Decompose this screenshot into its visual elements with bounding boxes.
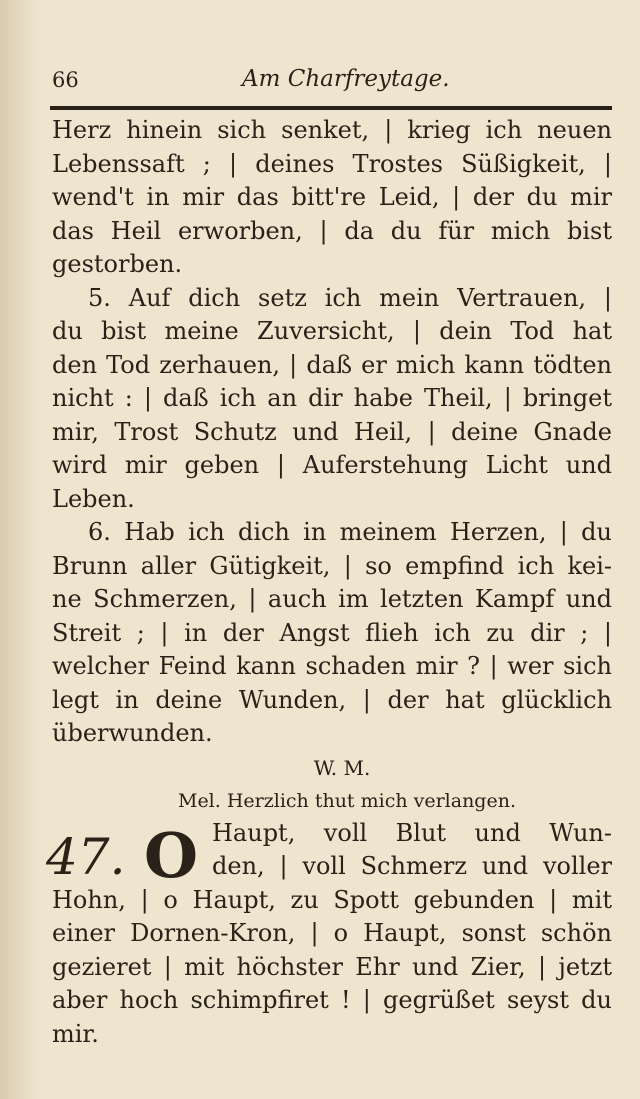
hymn-first-lines xyxy=(212,817,612,884)
text-line: Haupt, voll Blut und Wun- xyxy=(212,818,612,847)
hymn-lines xyxy=(52,884,612,1052)
text-line: Lebenssaft ; | deines Trostes Süßigkeit, | xyxy=(52,149,612,178)
drop-cap-initial: O xyxy=(144,818,199,892)
stanza-6 xyxy=(52,516,612,751)
stanza-5 xyxy=(52,282,612,517)
text-line: welcher Feind kann schaden mir ? | wer sich xyxy=(52,652,612,680)
text-line: gestorben. xyxy=(52,250,183,278)
page-number: 66 xyxy=(52,68,79,92)
text-line: ne Schmerzen, | auch im letzten Kampf und xyxy=(52,585,612,613)
text-line: Hohn, | o Haupt, zu Spott gebunden | mit xyxy=(52,885,612,914)
text-line: nicht : | daß ich an dir habe Theil, | bringet xyxy=(52,384,612,412)
text-line: 6. Hab ich dich in meinem Herzen, | du xyxy=(88,518,612,546)
text-line: den Tod zerhauen, | daß er mich kann tödten xyxy=(52,350,612,379)
text-line: einer Dornen-Kron, | o Haupt, sonst schön xyxy=(52,919,612,947)
text-line: mir. xyxy=(52,1019,99,1048)
page-gutter-shadow xyxy=(0,0,38,1099)
text-line: gezieret | mit höchster Ehr und Zier, | jetzt xyxy=(52,952,612,981)
stanza-continued xyxy=(52,114,612,282)
text-line: Herz hinein sich senket, | krieg ich neuen xyxy=(52,116,612,144)
hymn-number: 47. xyxy=(46,827,126,886)
text-line: wird mir geben | Auferstehung Licht und xyxy=(52,451,612,479)
text-line: du bist meine Zuversicht, | dein Tod hat xyxy=(52,317,612,345)
text-line: aber hoch schimpfiret ! | gegrüßet seyst du xyxy=(52,986,612,1014)
text-line: legt in deine Wunden, | der hat glücklich xyxy=(52,685,612,714)
text-line: 5. Auf dich setz ich mein Vertrauen, | xyxy=(88,283,612,312)
text-line: wend't in mir das bitt're Leid, | der du mir xyxy=(52,183,612,211)
page-body xyxy=(46,114,612,1048)
header-rule xyxy=(50,106,612,110)
hymn-47 xyxy=(46,817,612,1048)
text-line: Brunn aller Gütigkeit, | so empfind ich kei- xyxy=(52,551,612,580)
melody-indication: Mel. Herzlich thut mich verlangen. xyxy=(177,789,516,812)
text-line: überwunden. xyxy=(52,719,213,747)
page-header xyxy=(52,66,612,102)
text-line: das Heil erworben, | da du für mich bist xyxy=(52,216,612,245)
text-line: mir, Trost Schutz und Heil, | deine Gnade xyxy=(52,417,612,446)
text-line: Streit ; | in der Angst flieh ich zu dir ; | xyxy=(52,618,612,647)
text-line: den, | voll Schmerz und voller xyxy=(212,852,612,880)
author-signature: W. M. xyxy=(313,755,371,780)
text-line: Leben. xyxy=(52,484,135,513)
running-title: Am Charfreytage. xyxy=(242,66,450,92)
